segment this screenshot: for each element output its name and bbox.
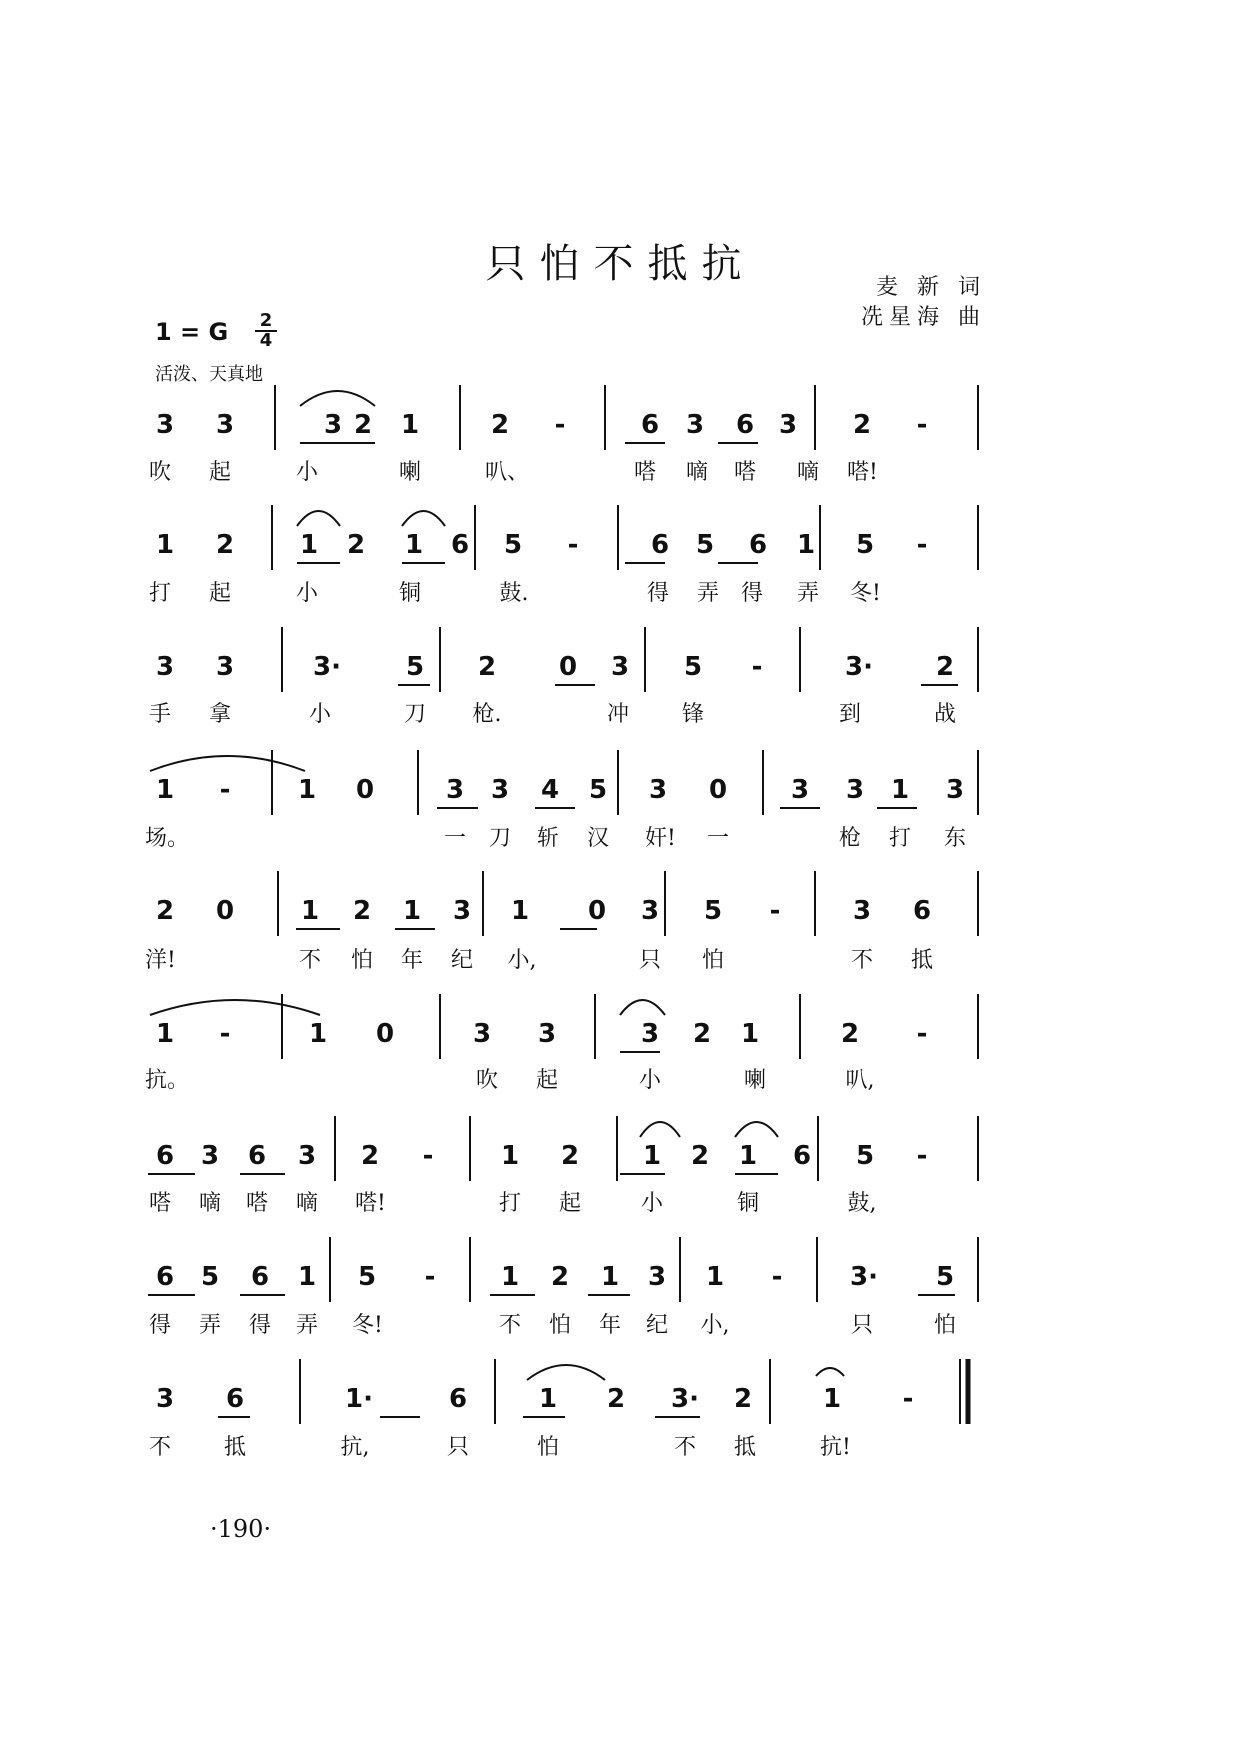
lyric-syllable: 不 [850, 948, 873, 973]
lyric-syllable: 叭、 [485, 460, 530, 485]
note: 3 [215, 652, 235, 682]
note: 6 [792, 1141, 812, 1171]
lyric-syllable: 得 [740, 581, 763, 606]
lyric-syllable: 吹 [475, 1068, 498, 1093]
lyric-syllable: 刀 [403, 702, 426, 727]
note: 5 [855, 530, 875, 560]
note: 1 [299, 530, 319, 560]
note: 3 [155, 1384, 175, 1414]
lyric-syllable: 小, [507, 948, 537, 973]
lyric-syllable: 冬! [352, 1313, 383, 1338]
lyric-syllable: 怕 [701, 948, 724, 973]
lyric-syllable: 抗。 [145, 1068, 190, 1093]
note: 3 [610, 652, 630, 682]
note: 2 [692, 1019, 712, 1049]
note: 1 [738, 1141, 758, 1171]
note: 2 [935, 652, 955, 682]
note: - [771, 1262, 783, 1292]
note: 1 [600, 1262, 620, 1292]
lyric-syllable: 鼓, [847, 1191, 877, 1216]
lyric-syllable: 战 [933, 702, 956, 727]
lyric-syllable: 弄 [295, 1313, 318, 1338]
note: - [567, 530, 579, 560]
note: 6 [155, 1262, 175, 1292]
note: 5 [503, 530, 523, 560]
note: 5 [855, 1141, 875, 1171]
note: 3 [323, 410, 343, 440]
note: 1 [402, 896, 422, 926]
lyric-syllable: 抵 [223, 1435, 246, 1460]
lyric-syllable: 起 [208, 460, 231, 485]
lyric-syllable: 冲 [606, 702, 629, 727]
note: 5 [357, 1262, 377, 1292]
note: 6 [225, 1384, 245, 1414]
lyric-syllable: 不 [673, 1435, 696, 1460]
note: 3 [537, 1019, 557, 1049]
lyric-syllable: 洋! [145, 948, 176, 973]
note: 5 [683, 652, 703, 682]
lyric-syllable: 纪 [450, 948, 473, 973]
note: 2 [352, 896, 372, 926]
time-signature-denominator: 4 [259, 330, 273, 351]
note: 3 [215, 410, 235, 440]
time-signature-numerator: 2 [255, 312, 277, 332]
slur [640, 1122, 680, 1137]
note: - [769, 896, 781, 926]
note: 3 [845, 775, 865, 805]
note: 3 [155, 410, 175, 440]
note: 3 [640, 1019, 660, 1049]
lyric-syllable: 抵 [910, 948, 933, 973]
lyric-syllable: 得 [646, 581, 669, 606]
lyric-syllable: 枪 [838, 826, 861, 851]
note: 5 [695, 530, 715, 560]
note: 2 [477, 652, 497, 682]
slur [300, 391, 375, 406]
note: 3 [648, 775, 668, 805]
note: 1 [822, 1384, 842, 1414]
slur [620, 1000, 665, 1015]
lyric-syllable: 弄 [696, 581, 719, 606]
note: 1 [510, 896, 530, 926]
note: 2 [840, 1019, 860, 1049]
lyric-syllable: 小 [640, 1191, 663, 1216]
note: 3 [155, 652, 175, 682]
lyric-syllable: 嘀 [685, 460, 708, 485]
lyric-syllable: 抗! [820, 1435, 851, 1460]
lyric-syllable: 起 [558, 1191, 581, 1216]
page-number: ·190· [210, 1515, 272, 1543]
note: 3 [790, 775, 810, 805]
note: 3· [845, 652, 873, 682]
key-signature: 1 = G [155, 318, 229, 346]
note: 3 [452, 896, 472, 926]
note: 2 [733, 1384, 753, 1414]
note: 1 [705, 1262, 725, 1292]
lyric-syllable: 只 [638, 948, 661, 973]
note: 3 [640, 896, 660, 926]
note: 0 [708, 775, 728, 805]
note: 6 [450, 530, 470, 560]
note: 3· [671, 1384, 699, 1414]
lyric-syllable: 纪 [645, 1313, 668, 1338]
lyric-syllable: 起 [208, 581, 231, 606]
note: 1 [500, 1141, 520, 1171]
slur [150, 756, 305, 771]
note: 1 [155, 530, 175, 560]
note: 1 [500, 1262, 520, 1292]
note: - [902, 1384, 914, 1414]
note: 3· [313, 652, 341, 682]
lyric-syllable: 小 [295, 581, 318, 606]
note: - [916, 1141, 928, 1171]
note: 3 [945, 775, 965, 805]
lyric-syllable: 只 [850, 1313, 873, 1338]
note: 3 [778, 410, 798, 440]
note: 0 [558, 652, 578, 682]
lyric-syllable: 铜 [398, 581, 421, 606]
note: - [424, 1262, 436, 1292]
lyric-syllable: 嗒 [245, 1191, 268, 1216]
note: 3 [297, 1141, 317, 1171]
slur [527, 1365, 605, 1380]
note: 2 [346, 530, 366, 560]
note: - [554, 410, 566, 440]
note: 3· [850, 1262, 878, 1292]
note: 2 [606, 1384, 626, 1414]
note: - [219, 1019, 231, 1049]
note: 6 [448, 1384, 468, 1414]
lyric-syllable: 嗒! [847, 460, 878, 485]
note: 5 [703, 896, 723, 926]
note: 3 [472, 1019, 492, 1049]
note: 2 [155, 896, 175, 926]
note: 6 [640, 410, 660, 440]
note: 3 [852, 896, 872, 926]
note: 5 [588, 775, 608, 805]
note: 0 [355, 775, 375, 805]
lyric-syllable: 不 [298, 948, 321, 973]
lyric-syllable: 年 [598, 1313, 621, 1338]
note: 1 [308, 1019, 328, 1049]
note: 6 [650, 530, 670, 560]
note: - [916, 1019, 928, 1049]
lyric-syllable: 怕 [933, 1313, 956, 1338]
lyric-syllable: 手 [148, 702, 171, 727]
note: 6 [912, 896, 932, 926]
lyric-syllable: 嗒 [148, 1191, 171, 1216]
lyric-syllable: 到 [838, 702, 861, 727]
note: 1 [297, 775, 317, 805]
lyric-syllable: 锋 [681, 702, 704, 727]
lyric-syllable: 小, [700, 1313, 730, 1338]
lyric-syllable: 刀 [488, 826, 511, 851]
note: 6 [748, 530, 768, 560]
lyric-syllable: 得 [148, 1313, 171, 1338]
lyric-syllable: 吹 [148, 460, 171, 485]
lyric-syllable: 嘀 [295, 1191, 318, 1216]
lyric-syllable: 抗, [340, 1435, 370, 1460]
note: - [916, 530, 928, 560]
composer-credit: 冼星海 曲 [861, 305, 986, 330]
note: 1 [538, 1384, 558, 1414]
lyric-syllable: 冬! [850, 581, 881, 606]
lyric-syllable: 不 [498, 1313, 521, 1338]
note: 1 [300, 896, 320, 926]
lyric-syllable: 喇 [398, 460, 421, 485]
note: 3 [445, 775, 465, 805]
note: 0 [587, 896, 607, 926]
lyric-syllable: 怕 [548, 1313, 571, 1338]
note: 1 [796, 530, 816, 560]
note: - [422, 1141, 434, 1171]
lyric-syllable: 场。 [145, 826, 190, 851]
note: 6 [247, 1141, 267, 1171]
lyric-syllable: 弄 [796, 581, 819, 606]
note: 2 [360, 1141, 380, 1171]
fermata [816, 1368, 844, 1376]
lyric-syllable: 年 [400, 948, 423, 973]
note: 2 [852, 410, 872, 440]
note: 4 [540, 775, 560, 805]
lyric-syllable: 起 [535, 1068, 558, 1093]
lyric-syllable: 拿 [208, 702, 231, 727]
note: 6 [155, 1141, 175, 1171]
lyric-syllable: 一 [443, 826, 466, 851]
lyric-syllable: 只 [446, 1435, 469, 1460]
lyric-syllable: 怕 [536, 1435, 559, 1460]
lyric-syllable: 东 [943, 826, 966, 851]
lyric-syllable: 铜 [736, 1191, 759, 1216]
note: 3 [200, 1141, 220, 1171]
note: 5 [405, 652, 425, 682]
note: 1 [642, 1141, 662, 1171]
lyric-syllable: 喇 [743, 1068, 766, 1093]
note: 2 [550, 1262, 570, 1292]
lyric-syllable: 嗒 [733, 460, 756, 485]
lyric-syllable: 一 [706, 826, 729, 851]
note: 2 [560, 1141, 580, 1171]
lyric-syllable: 嗒 [633, 460, 656, 485]
slur [297, 511, 340, 526]
lyric-syllable: 嘀 [796, 460, 819, 485]
tempo-marking: 活泼、天真地 [155, 364, 263, 385]
lyric-syllable: 小 [638, 1068, 661, 1093]
note: 6 [735, 410, 755, 440]
note: 0 [215, 896, 235, 926]
note: 2 [215, 530, 235, 560]
lyric-syllable: 汉 [586, 826, 609, 851]
lyric-syllable: 嗒! [355, 1191, 386, 1216]
note: 5 [935, 1262, 955, 1292]
note: 1 [890, 775, 910, 805]
note: 2 [490, 410, 510, 440]
note: 0 [375, 1019, 395, 1049]
lyric-syllable: 不 [148, 1435, 171, 1460]
slur [150, 1000, 320, 1015]
slur [735, 1122, 778, 1137]
note: 1· [345, 1384, 373, 1414]
note: 1 [400, 410, 420, 440]
lyric-syllable: 打 [148, 581, 171, 606]
lyricist-credit: 麦 新 词 [876, 275, 986, 300]
note: 2 [690, 1141, 710, 1171]
lyric-syllable: 弄 [198, 1313, 221, 1338]
lyric-syllable: 嘀 [198, 1191, 221, 1216]
lyric-syllable: 打 [498, 1191, 521, 1216]
note: 6 [250, 1262, 270, 1292]
lyric-syllable: 斩 [536, 826, 559, 851]
note: - [219, 775, 231, 805]
note: 2 [353, 410, 373, 440]
lyric-syllable: 怕 [350, 948, 373, 973]
note: 1 [297, 1262, 317, 1292]
lyric-syllable: 抵 [733, 1435, 756, 1460]
note: 1 [155, 775, 175, 805]
lyric-syllable: 叭, [845, 1068, 875, 1093]
song-title: 只怕不抵抗 [485, 241, 756, 287]
lyric-syllable: 得 [248, 1313, 271, 1338]
lyric-syllable: 打 [888, 826, 911, 851]
note: - [916, 410, 928, 440]
note: 3 [685, 410, 705, 440]
note: 3 [647, 1262, 667, 1292]
note: 1 [155, 1019, 175, 1049]
lyric-syllable: 鼓. [499, 581, 529, 606]
note: - [751, 652, 763, 682]
note: 1 [404, 530, 424, 560]
slur [402, 511, 445, 526]
lyric-syllable: 奸! [645, 826, 676, 851]
lyric-syllable: 枪. [472, 702, 502, 727]
note: 1 [740, 1019, 760, 1049]
lyric-syllable: 小 [295, 460, 318, 485]
lyric-syllable: 小 [308, 702, 331, 727]
note: 5 [200, 1262, 220, 1292]
note: 3 [490, 775, 510, 805]
